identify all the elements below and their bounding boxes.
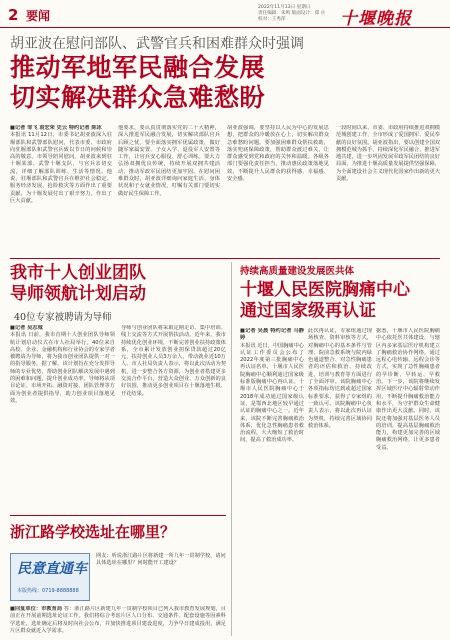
article2-headline	[10, 263, 146, 305]
meta-editor: 责任编辑：朱鸣 版面设计：郑 兵	[258, 11, 326, 16]
meta-proof: 校对：王秀萍	[258, 17, 286, 22]
header-meta	[258, 5, 325, 23]
section-title: 要闻	[26, 9, 51, 23]
article3-answer-text: 答：浙江路片区新建九年一贯制学校项目已列入我市教育发展规划，目前正在开展前期选址论证工作。我们将综合考虑片区人口分布、交通条件、配套设施等因素科学选址，选址确定后将及时向社会公布，并加快推进项目建设进度，力争早日建成投用，满足片区群众就近入学需求。	[10, 606, 226, 634]
article1-column-2	[118, 125, 220, 253]
article4-byline: ■记者 吴晨 特约记者 马静婷	[240, 328, 304, 342]
article4-text-1: 本报讯 近日，中国胸痛中心认证工作委员会公布了2022年度第三批胸痛中心再认证名单，十堰市人民医院胸痛中心顺利通过国家级标准版胸痛中心再认证。十堰市人民医院胸痛中心于2018年成功通过国家级认证，是鄂西北地区较早通过认证的胸痛中心之一。近年来，该院不断完善胸痛救治体系，优化急性胸痛患者救治流程，大大缩短了救治时间，提高了救治成功率。	[240, 342, 304, 444]
article4-kicker: 持续高质量建设发展医共体	[240, 266, 355, 277]
article1-text-2: 他要求，要认真贯彻落实党的二十大精神，深入推进军民融合发展，切实解决部队官兵后顾之忧。要全面落实拥军优属政策，做好随军家属安置、子女入学、退役军人安置等工作，让官兵安心服役、舒心训练。要大力弘扬双拥优良传统，持续开展双拥共建活动，推动军政军民团结更加牢固。在慰问困难群众时，胡亚波详细询问家庭生活、身体状况和子女就业情况，叮嘱有关部门要切实做好民生保障工作。	[118, 125, 220, 197]
column-rule	[231, 262, 232, 636]
article4-column-2	[308, 328, 372, 634]
article4-headline-line2: 通过国家级再认证	[240, 301, 376, 321]
article4-text-2: 此次再认证，专家组通过现场核查、资料审核等方式，对胸痛中心的基本条件与管理、院前急救系统与院内绿色通道整合、对急性胸痛患者的评估和救治、持续改进、培训与教育等方面进行了全面评审。该院胸痛中心各项指标均达到或超过国家标准要求，获得了专家组的一致认可。该院胸痛中心负责人表示，将以此次再认证为契机，持续完善区域协同救治体系。	[308, 328, 372, 429]
article1-subtitle: 胡亚波在慰问部队、武警官兵和困难群众时强调	[10, 36, 304, 52]
article3-answer-byline: ■回复单位：市教育局	[10, 606, 63, 612]
article4-headline	[240, 280, 410, 322]
minyi-box	[10, 553, 90, 601]
article4-text-3: 据悉，十堰市人民医院胸痛中心依托医共体建设，与辖区内多家基层医疗机构建立了胸痛救治协作网络，通过远程心电传输、远程会诊等方式，实现了急性胸痛患者的早诊断、早转运、早救治。下一步，该院将继续发挥区域医疗中心辐射带动作用，不断提升胸痛救治能力和水平，为守护群众生命健康作出更大贡献。同时，该院还将加强对基层医务人员的培训，提高基层胸痛救治能力，构建更加完善的区域胸痛救治网络，让更多患者受益。	[376, 328, 440, 451]
article1-text-1: 本报讯 11月12日，市委书记胡亚波深入驻堰部队和武警部队慰问，代表市委、市政府向驻堰部队和武警官兵致以节日的问候和崇高的敬意。市领导陪同慰问。胡亚波来到驻十堰某部、武警十堰支队，与官兵亲切交流，详细了解部队训练、生活等情况。他说，驻堰部队和武警官兵在维护社会稳定、服务经济发展、抢险救灾等方面作出了重要贡献，为十堰发展付出了艰辛努力，作出了巨大贡献。	[10, 132, 112, 204]
article2-headline-line2: 导师领航计划启动	[10, 284, 146, 304]
article1-headline-line1: 推动军地军民融合发展	[10, 53, 266, 82]
article4-column-1	[240, 328, 304, 634]
article4-column-3	[376, 328, 440, 634]
page-header	[0, 0, 450, 28]
meta-date: 2022年11月13日 星期日	[258, 5, 311, 10]
minyi-box-title: 民意直通车	[17, 561, 87, 577]
article2-text-1: 本报讯 日前，我市首期十人创业团队导师领航计划启动仪式在市人社局举行。40位来自高校、企业、金融机构和行业协会的专家学者被聘请为导师，将为我市创业团队提供一对一的指导服务。据了解，该计划旨在充分发挥导师的专业优势，帮助创业团队解决发展中遇到的困难和问题，提升创业成功率。导师将从项目论证、市场开拓、融资对接、团队管理等方面为创业者提供指导，助力创业项目落地见效。	[10, 332, 115, 404]
article1-text-3: 胡亚波强调，要坚持以人民为中心的发展思想，把群众的冷暖放在心上，切实解决群众急难愁盼问题。要加强困难群众帮扶救助，落实兜底保障政策，帮助群众渡过难关，让群众感受到党和政府的关怀和温暖。各级各部门要强化责任担当，推动惠民政策落地见效，不断提升人民群众的获得感、幸福感、安全感。	[227, 125, 329, 183]
minyi-box-hotline: 本版热线：0719-8888888	[17, 588, 79, 594]
article2-text-2: 导师与创业团队将采取定期走访、集中培训、线上交流等方式开展帮扶活动。近年来，我市持续优化创业环境，不断完善创业扶持政策体系，全市累计发放创业担保贷款超过20亿元，扶持创业人员3万余人，带动就业近10万人。市人社局负责人表示，将以此次活动为契机，进一步整合各方资源，为创业者搭建更多交流合作平台，营造大众创业、万众创新的良好氛围，推动更多创业项目在十堰落地生根、开花结果。	[121, 325, 226, 397]
article3-answer	[10, 606, 226, 636]
article1-headline	[10, 53, 265, 113]
article2-column-1	[10, 325, 115, 510]
article3-question: 网友：听说浙江路片区将新建一所九年一贯制学校，请问具体选址在哪里？何时能开工建设？	[96, 553, 226, 566]
article2-byline: ■记者 吴志城	[10, 325, 43, 331]
article1-column-3	[227, 125, 329, 253]
article1-column-4	[336, 125, 440, 253]
article1-headline-line2: 切实解决群众急难愁盼	[10, 83, 266, 112]
divider	[10, 515, 226, 516]
article4-headline-line1: 十堰人民医院胸痛中心	[240, 280, 410, 300]
article2-subtitle: 40位专家被聘请为导师	[14, 312, 112, 323]
masthead-logo: 十堰晚报	[340, 9, 412, 29]
article1-text-4: 一段时间以来，市委、市政府持续推进双拥模范城创建工作，全市形成了爱国拥军、爱民奉献的良好氛围。胡亚波指出，要以创建全国双拥模范城为抓手，持续深化军民融合、推进军地共建，进一步巩固发展军政军民团结的良好局面，为推进十堰高质量发展提供坚强保障，为全面建设社会主义现代化国家作出新的更大贡献。	[336, 125, 440, 183]
article1-column-1	[10, 125, 112, 253]
article2-headline-line1: 我市十人创业团队	[10, 263, 146, 283]
divider	[10, 258, 440, 259]
article2-column-2	[121, 325, 226, 510]
page-number: 2	[8, 6, 19, 24]
article1-byline: ■记者 邹飞 袁宏荣 史云 特约记者 陈冰	[10, 125, 102, 131]
article3-headline: 浙江路学校选址在哪里？	[10, 523, 176, 541]
